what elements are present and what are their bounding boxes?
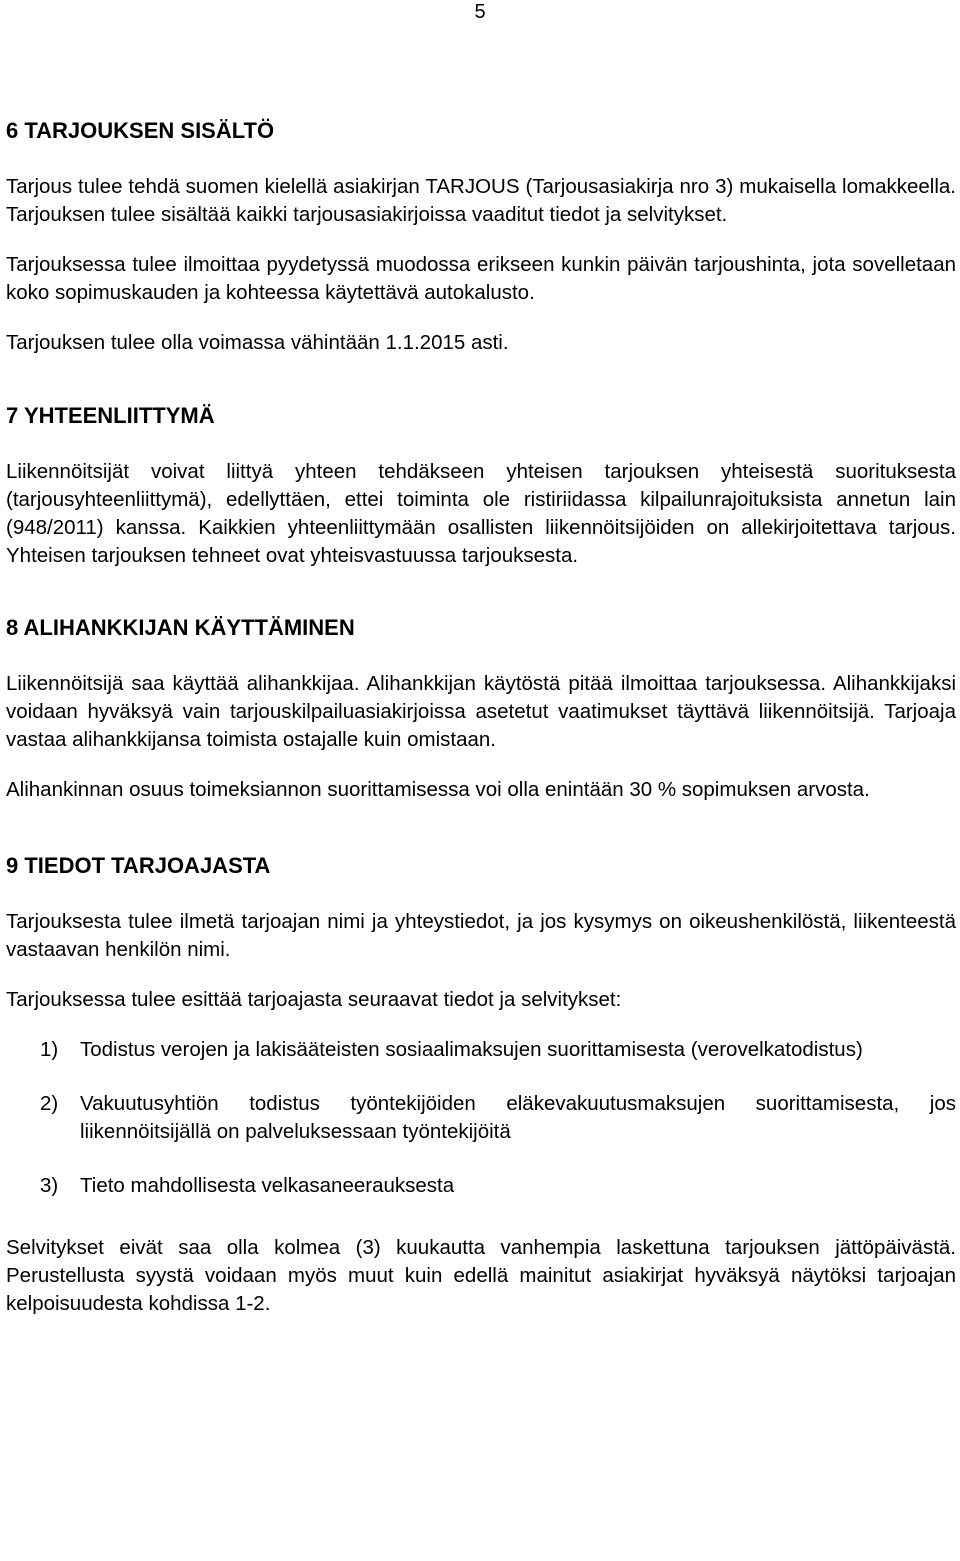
list-item bbox=[6, 1036, 956, 1064]
document-body bbox=[6, 117, 956, 1318]
list-item bbox=[6, 1090, 956, 1146]
section-heading: 9 TIEDOT TARJOAJASTA bbox=[6, 853, 271, 878]
list-item-number: 2) bbox=[40, 1092, 59, 1115]
section-heading: 6 TARJOUKSEN SISÄLTÖ bbox=[6, 118, 275, 143]
paragraph: Selvitykset eivät saa olla kolmea (3) kuukautta vanhempia laskettuna tarjouksen jättöpäivästä. Perustellusta syystä voidaan myös muut kuin edellä mainitut asiakirjat hyväksyä näytöksi tarjoajan kelpoisuudesta kohdissa 1-2. bbox=[6, 1236, 956, 1315]
list-item-text: Tieto mahdollisesta velkasaneerauksesta bbox=[80, 1174, 455, 1197]
paragraph: Tarjouksessa tulee ilmoittaa pyydetyssä muodossa erikseen kunkin päivän tarjoushinta, jota sovelletaan koko sopimuskauden ja kohteessa käytettävä autokalusto. bbox=[6, 253, 956, 304]
list-item-number: 3) bbox=[40, 1174, 59, 1197]
list-item-text: Todistus verojen ja lakisääteisten sosiaalimaksujen suorittamisesta (verovelkatodistus) bbox=[80, 1038, 863, 1061]
list-item-text: Vakuutusyhtiön todistus työntekijöiden eläkevakuutusmaksujen suorittamisesta, jos liikennöitsijällä on palveluksessaan työntekijöitä bbox=[80, 1092, 956, 1143]
paragraph: Tarjouksessa tulee esittää tarjoajasta seuraavat tiedot ja selvitykset: bbox=[6, 988, 622, 1011]
list-item-number: 1) bbox=[40, 1038, 59, 1061]
page-number: 5 bbox=[474, 1, 486, 23]
paragraph: Alihankinnan osuus toimeksiannon suorittamisessa voi olla enintään 30 % sopimuksen arvosta. bbox=[6, 778, 870, 801]
paragraph: Liikennöitsijät voivat liittyä yhteen tehdäkseen yhteisen tarjouksen yhteisestä suorituksesta (tarjousyhteenliittymä), edellyttäen, ettei toiminta ole ristiriidassa kilpailunrajoituksista annetun lain (948/2011) kanssa. Kaikkien yhteenliittymään osallisten liikennöitsijöiden on allekirjoitettava tarjous. Yhteisen tarjouksen tehneet ovat yhteisvastuussa tarjouksesta. bbox=[6, 460, 956, 567]
list-item bbox=[6, 1172, 956, 1200]
requirements-list bbox=[6, 1036, 956, 1200]
paragraph: Tarjouksen tulee olla voimassa vähintään 1.1.2015 asti. bbox=[6, 331, 509, 354]
section-heading: 7 YHTEENLIITTYMÄ bbox=[6, 403, 215, 428]
section-heading: 8 ALIHANKKIJAN KÄYTTÄMINEN bbox=[6, 615, 355, 640]
paragraph: Tarjous tulee tehdä suomen kielellä asiakirjan TARJOUS (Tarjousasiakirja nro 3) mukaisella lomakkeella. Tarjouksen tulee sisältää kaikki tarjousasiakirjoissa vaaditut tiedot ja selvitykset. bbox=[6, 175, 956, 226]
paragraph: Tarjouksesta tulee ilmetä tarjoajan nimi ja yhteystiedot, ja jos kysymys on oikeushenkilöstä, liikenteestä vastaavan henkilön nimi. bbox=[6, 910, 956, 961]
paragraph: Liikennöitsijä saa käyttää alihankkijaa. Alihankkijan käytöstä pitää ilmoittaa tarjouksessa. Alihankkijaksi voidaan hyväksyä vain tarjouskilpailuasiakirjoissa asetetut vaatimukset täyttävä liikennöitsijä. Tarjoaja vastaa alihankkijansa toimista ostajalle kuin omistaan. bbox=[6, 672, 956, 751]
